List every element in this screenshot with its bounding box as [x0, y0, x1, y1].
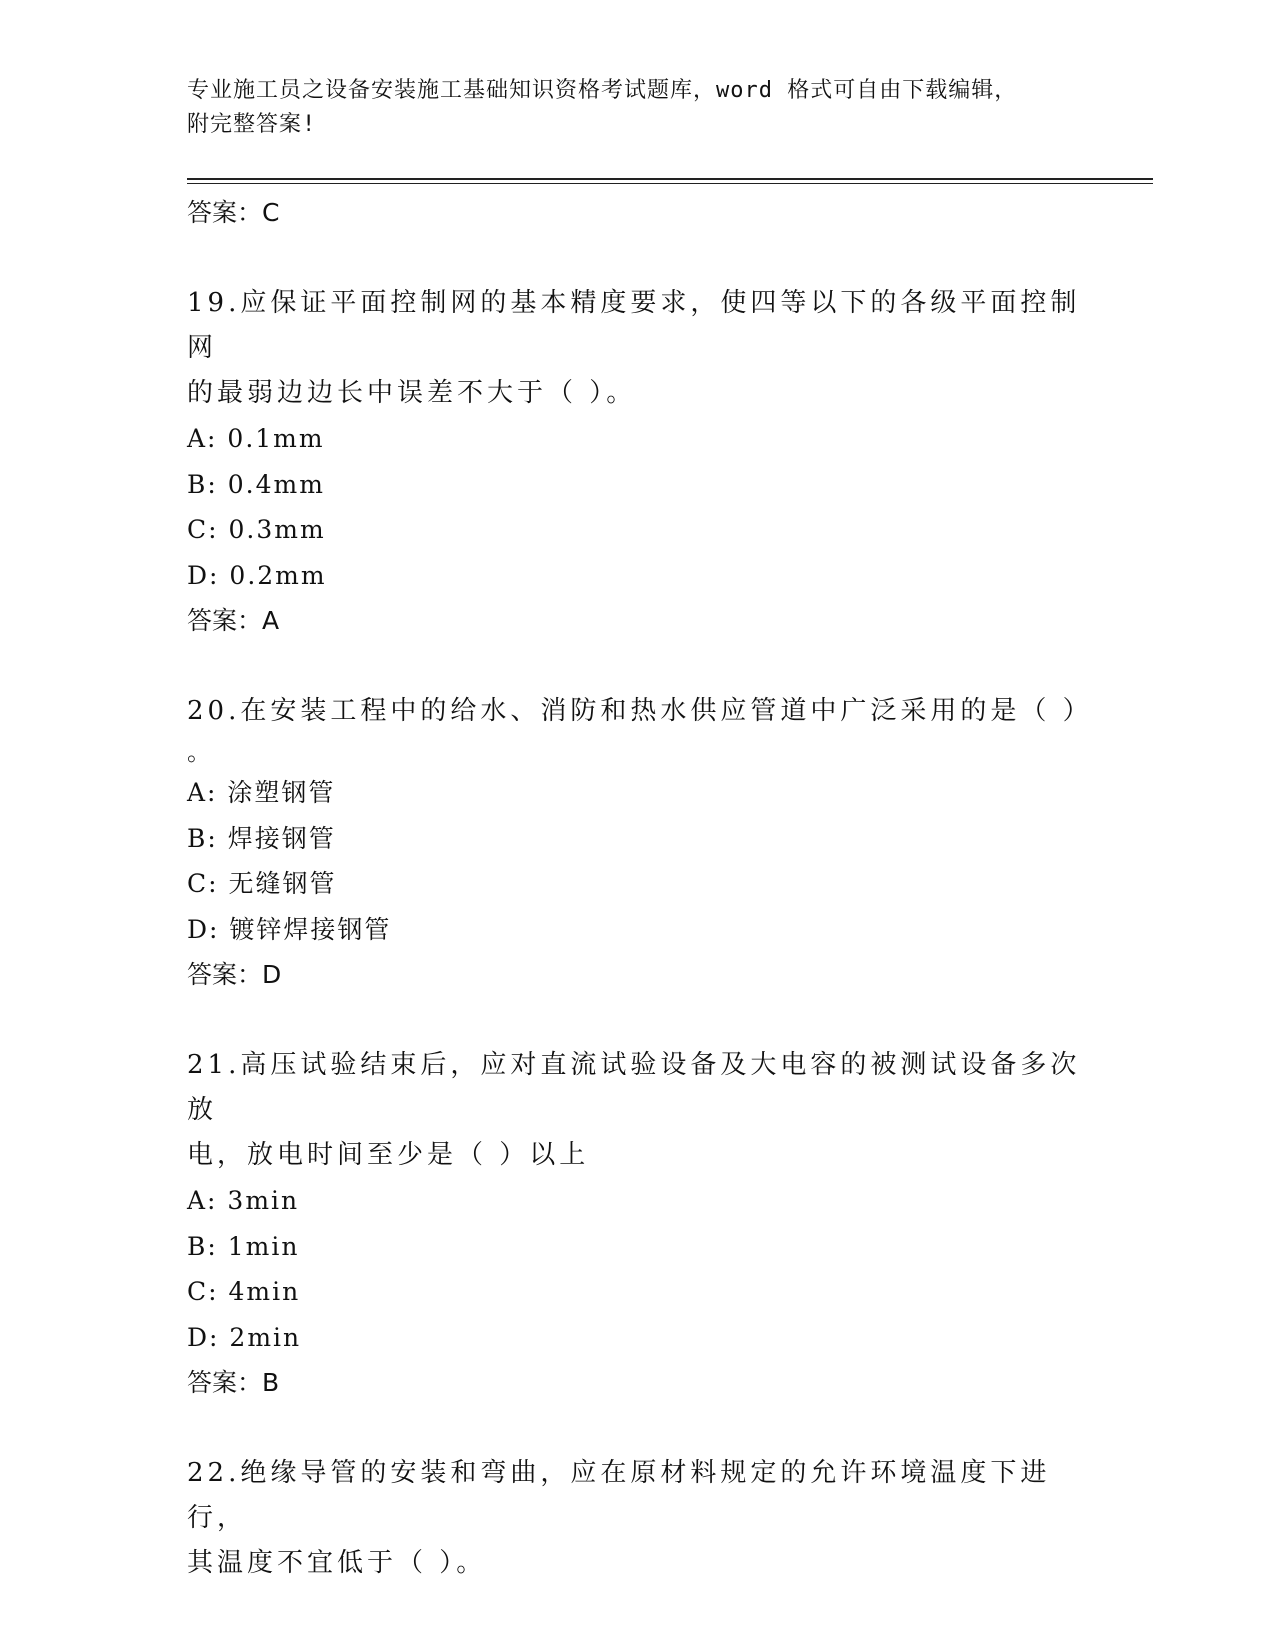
question-21	[187, 1043, 1087, 1406]
question-stem: 19.应保证平面控制网的基本精度要求，使四等以下的各级平面控制网	[187, 288, 1081, 363]
option-d: D: 0.2mm	[187, 560, 327, 590]
option-b: B: 1min	[187, 1231, 300, 1261]
question-19	[187, 281, 1087, 644]
answer-previous: 答案：C	[187, 198, 280, 227]
answer: 答案：A	[187, 606, 280, 635]
option-b: B: 焊接钢管	[187, 823, 336, 853]
header-line-1: 专业施工员之设备安装施工基础知识资格考试题库，word 格式可自由下载编辑，	[187, 78, 1018, 103]
option-d: D: 2min	[187, 1322, 302, 1352]
question-22	[187, 1451, 1087, 1586]
header-line-2: 附完整答案!	[187, 112, 317, 137]
question-stem: 20.在安装工程中的给水、消防和热水供应管道中广泛采用的是（ ）	[187, 696, 1093, 726]
question-stem-continued: 电，放电时间至少是（ ）以上	[187, 1140, 590, 1170]
answer: 答案：B	[187, 1368, 280, 1397]
header-divider-thin	[187, 183, 1153, 184]
document-header	[187, 74, 1067, 142]
question-stem-continued: 的最弱边边长中误差不大于（ ）。	[187, 378, 637, 408]
option-a: A: 3min	[187, 1186, 300, 1215]
option-a: A: 0.1mm	[187, 424, 325, 453]
header-divider-thick	[187, 178, 1153, 180]
option-a: A: 涂塑钢管	[187, 778, 336, 807]
option-c: C: 0.3mm	[187, 515, 326, 544]
question-20	[187, 689, 1093, 998]
question-stem-continued: 其温度不宜低于（ ）。	[187, 1548, 487, 1578]
question-stem: 21.高压试验结束后，应对直流试验设备及大电容的被测试设备多次放	[187, 1050, 1081, 1125]
option-c: C: 无缝钢管	[187, 869, 337, 898]
question-list	[187, 190, 1093, 1586]
option-c: C: 4min	[187, 1277, 301, 1306]
question-stem-continued: 。	[187, 738, 211, 766]
option-b: B: 0.4mm	[187, 469, 325, 499]
question-stem: 22.绝缘导管的安装和弯曲，应在原材料规定的允许环境温度下进行，	[187, 1458, 1051, 1533]
option-d: D: 镀锌焊接钢管	[187, 914, 392, 944]
answer: 答案：D	[187, 960, 282, 989]
